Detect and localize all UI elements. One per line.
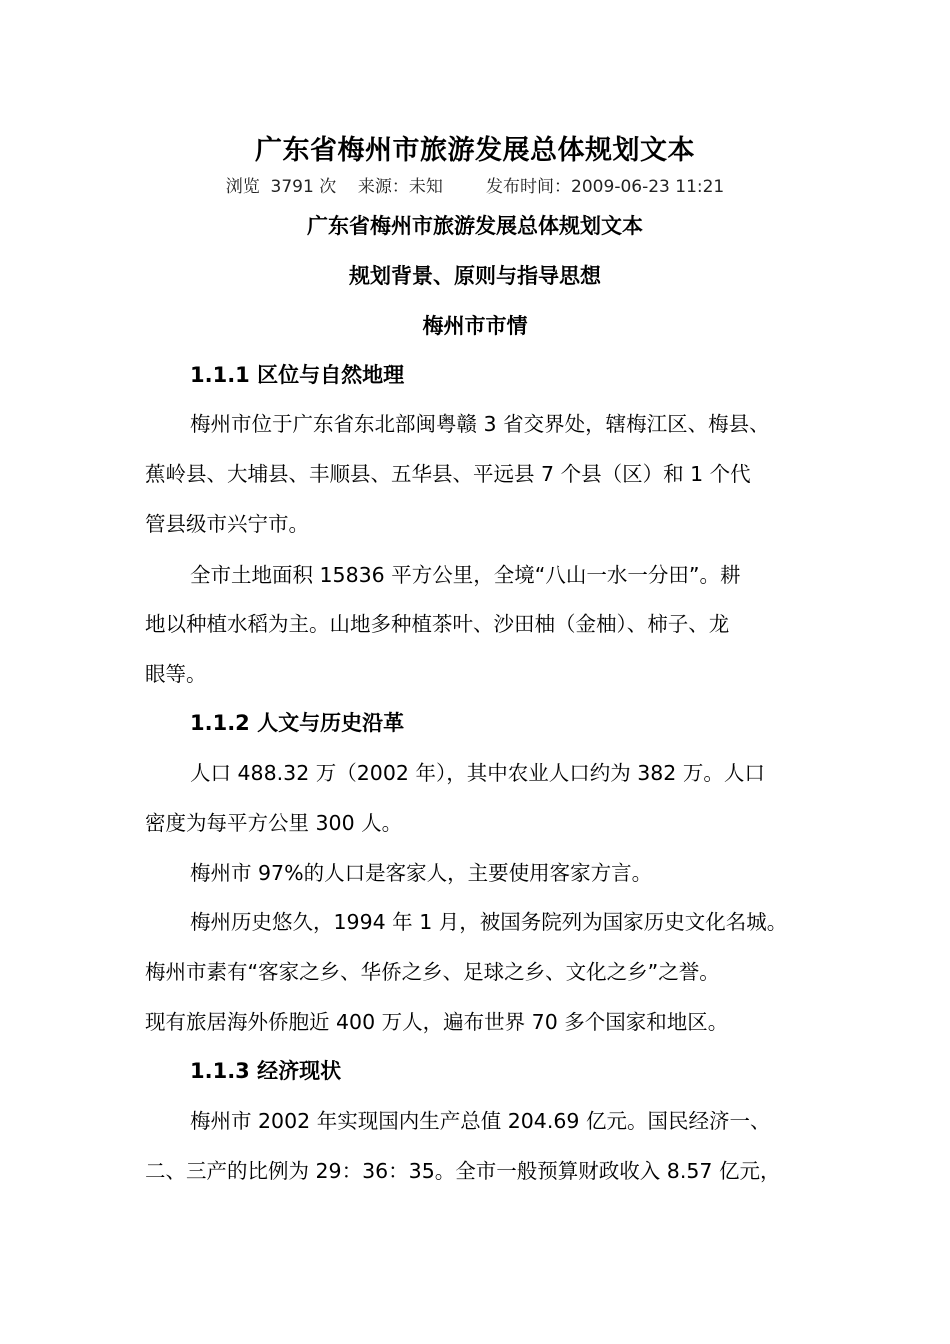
paragraph-line: 全市土地面积 15836 平方公里，全境“八山一水一分田”。耕 [190, 563, 741, 587]
paragraph-line: 现有旅居海外侨胞近 400 万人，遍布世界 70 多个国家和地区。 [145, 1010, 729, 1034]
paragraph-line: 蕉岭县、大埔县、丰顺县、五华县、平远县 7 个县（区）和 1 个代 [145, 462, 751, 486]
paragraph-line: 人口 488.32 万（2002 年），其中农业人口约为 382 万。人口 [190, 761, 765, 785]
paragraph-line: 梅州市素有“客家之乡、华侨之乡、足球之乡、文化之乡”之誉。 [145, 960, 720, 984]
paragraph-line: 密度为每平方公里 300 人。 [145, 811, 403, 835]
paragraph-line: 梅州市位于广东省东北部闽粤赣 3 省交界处，辖梅江区、梅县、 [190, 412, 770, 436]
paragraph-line: 地以种植水稻为主。山地多种植茶叶、沙田柚（金柚）、柿子、龙 [145, 612, 730, 636]
subtitle: 广东省梅州市旅游发展总体规划文本 [307, 214, 643, 238]
section-heading: 1.1.2 人文与历史沿革 [190, 711, 405, 735]
paragraph-line: 眼等。 [145, 662, 207, 686]
article-meta: 浏览 3791 次 来源：未知 发布时间：2009-06-23 11:21 [225, 177, 725, 197]
paragraph-line: 梅州市 97%的人口是客家人，主要使用客家方言。 [190, 861, 653, 885]
paragraph-line: 梅州市 2002 年实现国内生产总值 204.69 亿元。国民经济一、 [190, 1109, 771, 1133]
paragraph-line: 梅州历史悠久，1994 年 1 月，被国务院列为国家历史文化名城。 [190, 910, 788, 934]
document-title: 广东省梅州市旅游发展总体规划文本 [255, 135, 695, 166]
heading-background: 规划背景、原则与指导思想 [349, 264, 601, 288]
paragraph-line: 二、三产的比例为 29：36：35。全市一般预算财政收入 8.57 亿元， [145, 1159, 781, 1183]
section-heading: 1.1.3 经济现状 [190, 1059, 342, 1083]
section-heading: 1.1.1 区位与自然地理 [190, 363, 405, 387]
heading-city-overview: 梅州市市情 [422, 314, 528, 338]
paragraph-line: 管县级市兴宁市。 [145, 512, 309, 536]
